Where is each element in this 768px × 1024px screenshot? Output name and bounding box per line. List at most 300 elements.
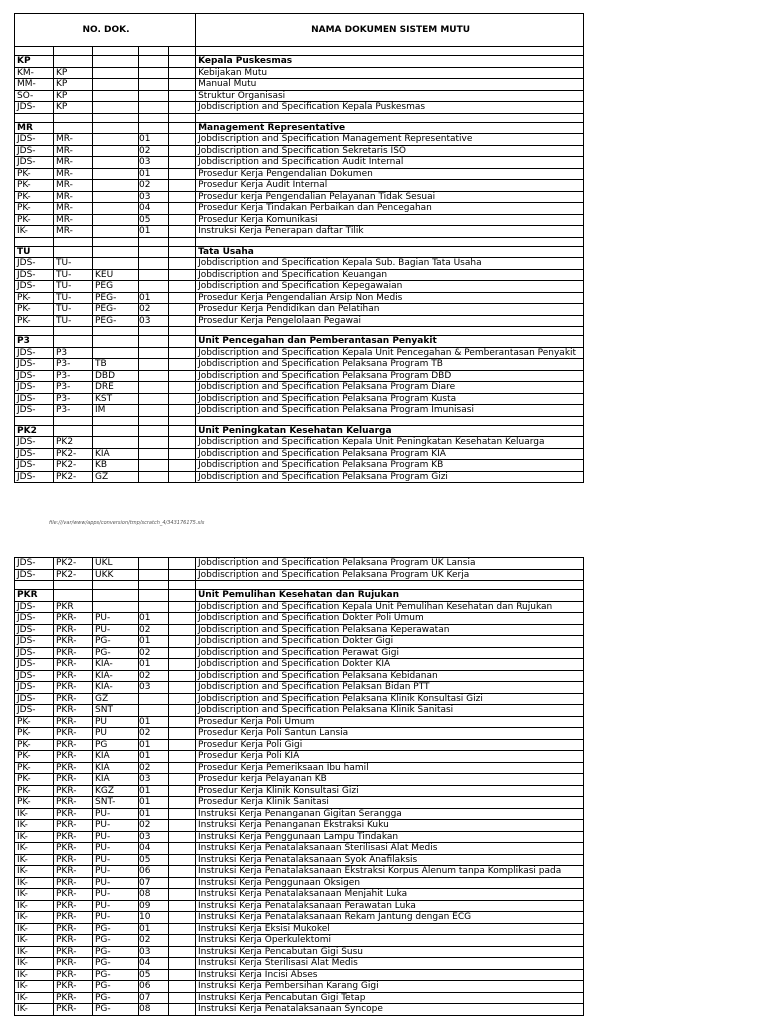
- sub-unit-cell: [93, 590, 139, 602]
- unit-cell: KP: [54, 67, 93, 79]
- number-cell: 02: [139, 145, 169, 157]
- sub-unit-cell: PG-: [93, 923, 139, 935]
- extra-cell: [169, 981, 196, 993]
- doc-type-cell: IK-: [15, 854, 54, 866]
- doc-type-cell: JDS-: [15, 393, 54, 405]
- table-row: [15, 728, 584, 740]
- sub-unit-cell: DBD: [93, 370, 139, 382]
- unit-cell: PKR-: [54, 670, 93, 682]
- table-row: [15, 877, 584, 889]
- sub-unit-cell: PG-: [93, 969, 139, 981]
- number-cell: 01: [139, 613, 169, 625]
- table-row: [15, 647, 584, 659]
- document-name-cell: Prosedur Kerja Pendidikan dan Pelatihan: [196, 304, 584, 316]
- number-cell: 01: [139, 636, 169, 648]
- table-row: [15, 958, 584, 970]
- document-name-cell: Jobdiscription and Specification Dokter Gigi: [196, 636, 584, 648]
- table-row: [15, 636, 584, 648]
- sub-unit-cell: [93, 203, 139, 215]
- sub-unit-cell: [93, 168, 139, 180]
- sub-unit-cell: KIA: [93, 774, 139, 786]
- number-cell: 01: [139, 226, 169, 238]
- number-cell: [139, 269, 169, 281]
- doc-type-cell: PK-: [15, 774, 54, 786]
- document-name-cell: Instruksi Kerja Penatalaksanaan Sterilisasi Alat Medis: [196, 843, 584, 855]
- document-name-cell: Jobdiscription and Specification Audit Internal: [196, 157, 584, 169]
- number-cell: [139, 471, 169, 483]
- unit-cell: TU-: [54, 281, 93, 293]
- document-name-cell: Jobdiscription and Specification Kepala Sub. Bagian Tata Usaha: [196, 258, 584, 270]
- document-name-cell: Prosedur Kerja Tindakan Perbaikan dan Pencegahan: [196, 203, 584, 215]
- sub-unit-cell: KB: [93, 460, 139, 472]
- unit-cell: PKR-: [54, 969, 93, 981]
- blank-cell: [169, 327, 196, 336]
- unit-cell: PKR-: [54, 866, 93, 878]
- document-name-cell: Unit Pemulihan Kesehatan dan Rujukan: [196, 590, 584, 602]
- sub-unit-cell: PU-: [93, 889, 139, 901]
- document-name-cell: Jobdiscription and Specification Pelaksana Kebidanan: [196, 670, 584, 682]
- table-row: [15, 808, 584, 820]
- blank-cell: [54, 113, 93, 122]
- sub-unit-cell: [93, 122, 139, 134]
- number-cell: 05: [139, 214, 169, 226]
- sub-unit-cell: [93, 226, 139, 238]
- sub-unit-cell: [93, 56, 139, 68]
- doc-type-cell: JDS-: [15, 705, 54, 717]
- table-row: [15, 292, 584, 304]
- table-row: [15, 981, 584, 993]
- doc-type-cell: TU: [15, 246, 54, 258]
- unit-cell: [54, 425, 93, 437]
- doc-type-cell: JDS-: [15, 601, 54, 613]
- doc-type-cell: IK-: [15, 866, 54, 878]
- unit-cell: PKR-: [54, 613, 93, 625]
- table-row: [15, 797, 584, 809]
- doc-type-cell: JDS-: [15, 670, 54, 682]
- table-row: [15, 935, 584, 947]
- unit-cell: P3: [54, 347, 93, 359]
- doc-type-cell: PK-: [15, 762, 54, 774]
- doc-type-cell: PK-: [15, 785, 54, 797]
- extra-cell: [169, 122, 196, 134]
- extra-cell: [169, 601, 196, 613]
- sub-unit-cell: [93, 336, 139, 348]
- document-name-cell: Jobdiscription and Specification Perawat Gigi: [196, 647, 584, 659]
- unit-cell: PKR-: [54, 716, 93, 728]
- extra-cell: [169, 670, 196, 682]
- document-name-cell: Jobdiscription and Specification Pelaksan Bidan PTT: [196, 682, 584, 694]
- number-cell: 01: [139, 797, 169, 809]
- doc-type-cell: IK-: [15, 935, 54, 947]
- section-row: [15, 425, 584, 437]
- extra-cell: [169, 739, 196, 751]
- document-name-cell: Jobdiscription and Specification Dokter Poli Umum: [196, 613, 584, 625]
- sub-unit-cell: [93, 157, 139, 169]
- document-name-cell: Instruksi Kerja Penanganan Gigitan Serangga: [196, 808, 584, 820]
- unit-cell: PK2-: [54, 471, 93, 483]
- table-row: [15, 601, 584, 613]
- doc-type-cell: IK-: [15, 889, 54, 901]
- unit-cell: MR-: [54, 157, 93, 169]
- extra-cell: [169, 67, 196, 79]
- number-cell: 02: [139, 180, 169, 192]
- doc-type-cell: JDS-: [15, 405, 54, 417]
- unit-cell: PKR-: [54, 705, 93, 717]
- number-cell: 01: [139, 716, 169, 728]
- extra-cell: [169, 102, 196, 114]
- extra-cell: [169, 203, 196, 215]
- sub-unit-cell: PEG-: [93, 292, 139, 304]
- extra-cell: [169, 693, 196, 705]
- unit-cell: PKR-: [54, 647, 93, 659]
- table-row: [15, 258, 584, 270]
- sub-unit-cell: [93, 214, 139, 226]
- doc-type-cell: JDS-: [15, 460, 54, 472]
- blank-cell: [93, 47, 139, 56]
- table-row: [15, 203, 584, 215]
- extra-cell: [169, 912, 196, 924]
- unit-cell: PKR-: [54, 820, 93, 832]
- blank-cell: [169, 113, 196, 122]
- unit-cell: MR-: [54, 191, 93, 203]
- number-cell: 04: [139, 958, 169, 970]
- number-cell: 06: [139, 866, 169, 878]
- unit-cell: P3-: [54, 405, 93, 417]
- doc-type-cell: JDS-: [15, 558, 54, 570]
- extra-cell: [169, 935, 196, 947]
- doc-type-cell: JDS-: [15, 624, 54, 636]
- doc-type-cell: IK-: [15, 946, 54, 958]
- blank-cell: [139, 113, 169, 122]
- table-row: [15, 471, 584, 483]
- unit-cell: PKR-: [54, 1004, 93, 1016]
- table-row: [15, 969, 584, 981]
- sub-unit-cell: KIA: [93, 751, 139, 763]
- number-cell: 01: [139, 292, 169, 304]
- blank-cell: [169, 237, 196, 246]
- sub-unit-cell: PEG: [93, 281, 139, 293]
- doc-type-cell: JDS-: [15, 258, 54, 270]
- document-table-page2: [14, 557, 584, 1016]
- table-row: [15, 180, 584, 192]
- unit-cell: PKR-: [54, 958, 93, 970]
- extra-cell: [169, 425, 196, 437]
- unit-cell: [54, 590, 93, 602]
- unit-cell: PKR-: [54, 785, 93, 797]
- table-row: [15, 613, 584, 625]
- document-name-cell: Unit Pencegahan dan Pemberantasan Penyakit: [196, 336, 584, 348]
- extra-cell: [169, 590, 196, 602]
- sub-unit-cell: PG: [93, 739, 139, 751]
- number-cell: 01: [139, 808, 169, 820]
- extra-cell: [169, 246, 196, 258]
- blank-cell: [93, 416, 139, 425]
- unit-cell: PKR-: [54, 693, 93, 705]
- document-name-cell: Jobdiscription and Specification Sekretaris ISO: [196, 145, 584, 157]
- doc-type-cell: JDS-: [15, 448, 54, 460]
- sub-unit-cell: PU-: [93, 843, 139, 855]
- unit-cell: TU-: [54, 304, 93, 316]
- table-row: [15, 705, 584, 717]
- doc-type-cell: JDS-: [15, 370, 54, 382]
- doc-type-cell: JDS-: [15, 157, 54, 169]
- table-row: [15, 359, 584, 371]
- doc-type-cell: PK-: [15, 739, 54, 751]
- section-row: [15, 246, 584, 258]
- number-cell: 03: [139, 682, 169, 694]
- sub-unit-cell: KIA: [93, 448, 139, 460]
- unit-cell: MR-: [54, 226, 93, 238]
- document-name-cell: Jobdiscription and Specification Pelaksana Program Gizi: [196, 471, 584, 483]
- table-row: [15, 682, 584, 694]
- unit-cell: MR-: [54, 168, 93, 180]
- doc-type-cell: PK-: [15, 797, 54, 809]
- sub-unit-cell: PEG-: [93, 304, 139, 316]
- number-cell: 08: [139, 1004, 169, 1016]
- number-cell: 02: [139, 820, 169, 832]
- document-name-cell: Instruksi Kerja Pencabutan Gigi Tetap: [196, 992, 584, 1004]
- number-cell: 04: [139, 203, 169, 215]
- doc-type-cell: PK-: [15, 180, 54, 192]
- document-name-cell: Prosedur Kerja Pengendalian Dokumen: [196, 168, 584, 180]
- number-cell: 09: [139, 900, 169, 912]
- unit-cell: PKR-: [54, 774, 93, 786]
- doc-type-cell: PK-: [15, 203, 54, 215]
- number-cell: [139, 558, 169, 570]
- doc-type-cell: P3: [15, 336, 54, 348]
- number-cell: 03: [139, 315, 169, 327]
- unit-cell: [54, 56, 93, 68]
- number-cell: [139, 370, 169, 382]
- number-cell: [139, 382, 169, 394]
- doc-type-cell: IK-: [15, 958, 54, 970]
- document-name-cell: Instruksi Kerja Sterilisasi Alat Medis: [196, 958, 584, 970]
- table-row: [15, 1004, 584, 1016]
- sub-unit-cell: PU-: [93, 613, 139, 625]
- sub-unit-cell: PU-: [93, 831, 139, 843]
- table-row: [15, 751, 584, 763]
- section-row: [15, 122, 584, 134]
- table-row: [15, 269, 584, 281]
- extra-cell: [169, 191, 196, 203]
- unit-cell: [54, 336, 93, 348]
- sub-unit-cell: KIA-: [93, 659, 139, 671]
- number-cell: [139, 122, 169, 134]
- doc-type-cell: PK-: [15, 292, 54, 304]
- unit-cell: KP: [54, 90, 93, 102]
- doc-type-cell: IK-: [15, 912, 54, 924]
- unit-cell: TU-: [54, 292, 93, 304]
- number-cell: 01: [139, 751, 169, 763]
- number-cell: 01: [139, 785, 169, 797]
- unit-cell: PK2: [54, 437, 93, 449]
- document-name-cell: Prosedur Kerja Poli Santun Lansia: [196, 728, 584, 740]
- document-name-cell: Jobdiscription and Specification Kepala Unit Peningkatan Kesehatan Keluarga: [196, 437, 584, 449]
- table-row: [15, 347, 584, 359]
- unit-cell: [54, 246, 93, 258]
- extra-cell: [169, 659, 196, 671]
- document-name-cell: Instruksi Kerja Pencabutan Gigi Susu: [196, 946, 584, 958]
- document-name-cell: Prosedur Kerja Poli KIA: [196, 751, 584, 763]
- blank-cell: [54, 327, 93, 336]
- extra-cell: [169, 831, 196, 843]
- extra-cell: [169, 808, 196, 820]
- blank-cell: [54, 416, 93, 425]
- doc-type-cell: JDS-: [15, 569, 54, 581]
- blank-cell: [15, 113, 54, 122]
- extra-cell: [169, 785, 196, 797]
- document-name-cell: Struktur Organisasi: [196, 90, 584, 102]
- number-cell: [139, 705, 169, 717]
- number-cell: [139, 359, 169, 371]
- blank-cell: [196, 416, 584, 425]
- table-row: [15, 785, 584, 797]
- sub-unit-cell: [93, 67, 139, 79]
- document-name-cell: Instruksi Kerja Penatalaksanaan Menjahit Luka: [196, 889, 584, 901]
- blank-cell: [169, 47, 196, 56]
- document-name-cell: Jobdiscription and Specification Keuangan: [196, 269, 584, 281]
- sub-unit-cell: [93, 90, 139, 102]
- doc-type-cell: PK-: [15, 191, 54, 203]
- unit-cell: PKR-: [54, 843, 93, 855]
- table-row: [15, 393, 584, 405]
- document-name-cell: Tata Usaha: [196, 246, 584, 258]
- extra-cell: [169, 382, 196, 394]
- number-cell: [139, 405, 169, 417]
- blank-cell: [169, 416, 196, 425]
- blank-cell: [15, 327, 54, 336]
- number-cell: [139, 281, 169, 293]
- blank-cell: [139, 581, 169, 590]
- unit-cell: PKR-: [54, 624, 93, 636]
- unit-cell: PKR-: [54, 797, 93, 809]
- document-name-cell: Jobdiscription and Specification Pelaksana Program TB: [196, 359, 584, 371]
- blank-row: [15, 113, 584, 122]
- document-name-cell: Instruksi Kerja Operkulektomi: [196, 935, 584, 947]
- unit-cell: PKR-: [54, 854, 93, 866]
- sub-unit-cell: GZ: [93, 471, 139, 483]
- sub-unit-cell: PG-: [93, 981, 139, 993]
- sub-unit-cell: [93, 145, 139, 157]
- extra-cell: [169, 347, 196, 359]
- sub-unit-cell: SNT-: [93, 797, 139, 809]
- table-row: [15, 923, 584, 935]
- sub-unit-cell: PG-: [93, 636, 139, 648]
- extra-cell: [169, 315, 196, 327]
- number-cell: 03: [139, 157, 169, 169]
- table-row: [15, 946, 584, 958]
- number-cell: [139, 448, 169, 460]
- doc-type-cell: JDS-: [15, 145, 54, 157]
- number-cell: [139, 258, 169, 270]
- document-name-cell: Jobdiscription and Specification Pelaksana Klinik Konsultasi Gizi: [196, 693, 584, 705]
- extra-cell: [169, 214, 196, 226]
- sub-unit-cell: DRE: [93, 382, 139, 394]
- extra-cell: [169, 460, 196, 472]
- table-row: [15, 739, 584, 751]
- number-cell: 06: [139, 981, 169, 993]
- doc-type-cell: JDS-: [15, 437, 54, 449]
- document-name-cell: Prosedur Kerja Poli Gigi: [196, 739, 584, 751]
- document-name-cell: Instruksi Kerja Penatalaksanaan Rekam Jantung dengan ECG: [196, 912, 584, 924]
- doc-type-cell: JDS-: [15, 613, 54, 625]
- sub-unit-cell: [93, 180, 139, 192]
- extra-cell: [169, 79, 196, 91]
- unit-cell: P3-: [54, 393, 93, 405]
- number-cell: [139, 347, 169, 359]
- blank-row: [15, 581, 584, 590]
- sub-unit-cell: PG-: [93, 647, 139, 659]
- doc-type-cell: PK-: [15, 751, 54, 763]
- sub-unit-cell: KIA-: [93, 670, 139, 682]
- number-cell: 02: [139, 935, 169, 947]
- doc-type-cell: IK-: [15, 820, 54, 832]
- sub-unit-cell: [93, 258, 139, 270]
- document-name-cell: Prosedur Kerja Pemeriksaan Ibu hamil: [196, 762, 584, 774]
- number-cell: 02: [139, 762, 169, 774]
- sub-unit-cell: KIA: [93, 762, 139, 774]
- table-row: [15, 382, 584, 394]
- doc-type-cell: PK-: [15, 214, 54, 226]
- extra-cell: [169, 281, 196, 293]
- doc-type-cell: PK2: [15, 425, 54, 437]
- extra-cell: [169, 958, 196, 970]
- number-cell: 01: [139, 659, 169, 671]
- table-row: [15, 670, 584, 682]
- extra-cell: [169, 751, 196, 763]
- unit-cell: KP: [54, 79, 93, 91]
- number-cell: 02: [139, 728, 169, 740]
- blank-cell: [93, 327, 139, 336]
- sub-unit-cell: PG-: [93, 958, 139, 970]
- number-cell: 07: [139, 992, 169, 1004]
- number-cell: [139, 437, 169, 449]
- table-row: [15, 157, 584, 169]
- sub-unit-cell: PU-: [93, 866, 139, 878]
- number-cell: [139, 102, 169, 114]
- number-cell: [139, 460, 169, 472]
- doc-type-cell: IK-: [15, 843, 54, 855]
- sub-unit-cell: PU-: [93, 912, 139, 924]
- extra-cell: [169, 820, 196, 832]
- document-name-cell: Instruksi Kerja Penggunaan Oksigen: [196, 877, 584, 889]
- table-row: [15, 90, 584, 102]
- blank-row: [15, 416, 584, 425]
- document-name-cell: Unit Peningkatan Kesehatan Keluarga: [196, 425, 584, 437]
- number-cell: 01: [139, 739, 169, 751]
- number-cell: [139, 590, 169, 602]
- doc-type-cell: IK-: [15, 1004, 54, 1016]
- table-row: [15, 569, 584, 581]
- number-cell: [139, 56, 169, 68]
- table-row: [15, 304, 584, 316]
- sub-unit-cell: PEG-: [93, 315, 139, 327]
- number-cell: [139, 246, 169, 258]
- number-cell: 08: [139, 889, 169, 901]
- doc-type-cell: JDS-: [15, 471, 54, 483]
- extra-cell: [169, 90, 196, 102]
- extra-cell: [169, 854, 196, 866]
- blank-cell: [15, 581, 54, 590]
- number-cell: 05: [139, 969, 169, 981]
- sub-unit-cell: [93, 102, 139, 114]
- blank-cell: [169, 581, 196, 590]
- unit-cell: PKR-: [54, 923, 93, 935]
- extra-cell: [169, 359, 196, 371]
- sub-unit-cell: [93, 134, 139, 146]
- table-row: [15, 912, 584, 924]
- sub-unit-cell: PG-: [93, 946, 139, 958]
